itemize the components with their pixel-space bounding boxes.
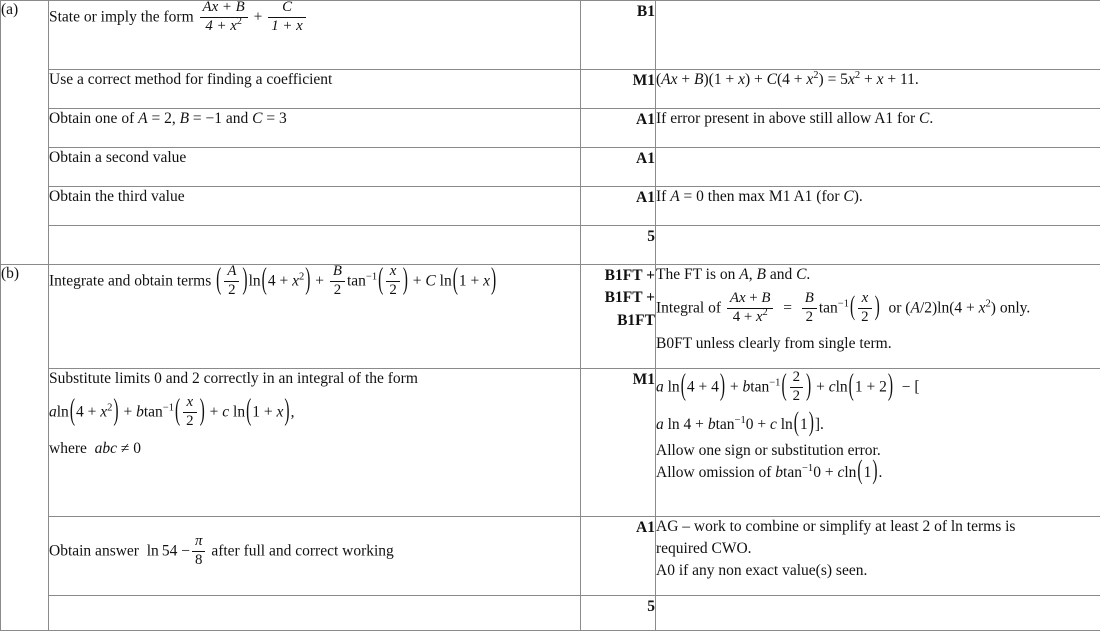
- table-row: [1, 369, 1100, 517]
- mark-b-total: 5: [647, 598, 655, 615]
- notes-cell-a5: [656, 187, 1100, 226]
- table-row: [1, 148, 1100, 187]
- notes-cell-a3: [656, 109, 1100, 148]
- mark-cell-a3: [581, 109, 656, 148]
- b1-notes-line2-prefix: Integral of: [656, 300, 721, 317]
- notes-a3: If error present in above still allow A1 for C.: [656, 110, 933, 127]
- table-row: [1, 109, 1100, 148]
- solution-cell-a5: [49, 187, 581, 226]
- b2-form-math: $aln(4 + x^2) + btan^{-1}$( $\frac{x}{2}$ ) + c ln(1 + x),: [49, 396, 580, 430]
- b2-notes-line4: Allow omission of btan$^{-1}$0 + cln(1).: [656, 463, 1100, 484]
- mark-cell-b3: [581, 517, 656, 596]
- a4-text: Obtain a second value: [49, 149, 186, 166]
- solution-cell-a1: [49, 1, 581, 70]
- mark-a4: A1: [636, 150, 655, 167]
- mark-a5: A1: [636, 189, 655, 206]
- b1-notes-line1: The FT is on A, B and C.: [656, 265, 1100, 286]
- notes-cell-a2: [656, 70, 1100, 109]
- mark-cell-b2: [581, 369, 656, 517]
- notes-cell-b-total: [656, 596, 1100, 631]
- part-label-a: [1, 1, 49, 265]
- solution-cell-b2: [49, 369, 581, 517]
- mark-cell-a2: [581, 70, 656, 109]
- solution-cell-a-total: [49, 226, 581, 265]
- table-row: [1, 265, 1100, 369]
- part-label-b-text: (b): [1, 265, 19, 282]
- mark-b1-stack: [581, 265, 655, 332]
- table-row: [1, 1, 1100, 70]
- mark-cell-a-total: [581, 226, 656, 265]
- b2-notes-line4-prefix: Allow omission of: [656, 464, 771, 481]
- mark-a2: M1: [633, 72, 655, 89]
- notes-a5: If A = 0 then max M1 A1 (for C).: [656, 188, 863, 205]
- solution-cell-b3: [49, 517, 581, 596]
- mark-b1-line3: B1FT: [581, 310, 655, 332]
- mark-b3: A1: [636, 519, 655, 536]
- notes-cell-a1: [656, 1, 1100, 70]
- b2-text-line1: Substitute limits 0 and 2 correctly in an integral of the form: [49, 369, 580, 390]
- table-row-total: [1, 226, 1100, 265]
- mark-cell-a1: [581, 1, 656, 70]
- mark-cell-a5: [581, 187, 656, 226]
- a3-text: Obtain one of A = 2, B = −1 and C = 3: [49, 110, 287, 127]
- fraction-Ax-B-over-4-plus-x2: [200, 0, 248, 34]
- notes-cell-b2: [656, 369, 1100, 517]
- a1-frac2-num: C: [282, 0, 292, 15]
- mark-b2: M1: [633, 371, 655, 388]
- mark-b1-line2: B1FT +: [581, 287, 655, 309]
- notes-cell-a4: [656, 148, 1100, 187]
- table-row: [1, 187, 1100, 226]
- b2-notes-sub-math-1: a ln(4 + 4) + btan$^{-1}$( $\frac{2}{2}$ ) + cln(1 + 2) − [: [656, 371, 1100, 405]
- table-row: [1, 517, 1100, 596]
- a1-text: State or imply the form: [49, 9, 194, 26]
- a1-plus: +: [254, 9, 263, 26]
- solution-cell-b-total: [49, 596, 581, 631]
- mark-a1: B1: [637, 3, 655, 20]
- b2-notes-line3: Allow one sign or substitution error.: [656, 441, 1100, 462]
- solution-cell-a2: [49, 70, 581, 109]
- b3-text-suffix: after full and correct working: [211, 543, 393, 560]
- a5-text: Obtain the third value: [49, 188, 185, 205]
- a2-text: Use a correct method for finding a coefficient: [49, 71, 332, 88]
- solution-cell-a3: [49, 109, 581, 148]
- a1-frac1-den-exp: 2: [237, 16, 242, 27]
- table-row-total: [1, 596, 1100, 631]
- b1-notes-line3: B0FT unless clearly from single term.: [656, 334, 1100, 355]
- mark-cell-b-total: [581, 596, 656, 631]
- table-row: [1, 70, 1100, 109]
- a1-frac1-num: Ax + B: [203, 0, 245, 15]
- notes-cell-b1: [656, 265, 1100, 369]
- fraction-pi-over-8: $\frac{\pi}{8}$: [192, 534, 205, 568]
- part-label-a-text: (a): [1, 1, 18, 18]
- notes-cell-a-total: [656, 226, 1100, 265]
- notes-cell-b3: [656, 517, 1100, 596]
- b3-text-prefix: Obtain answer: [49, 543, 139, 560]
- b3-notes-line1: AG – work to combine or simplify at least 2 of ln terms is: [656, 517, 1100, 538]
- mark-cell-a4: [581, 148, 656, 187]
- part-label-b: [1, 265, 49, 631]
- mark-a-total: 5: [647, 228, 655, 245]
- solution-cell-a4: [49, 148, 581, 187]
- b3-notes-line2: required CWO.: [656, 539, 1100, 560]
- a1-frac1-den: 4 + x: [205, 18, 237, 34]
- b1-text: Integrate and obtain terms: [49, 273, 211, 290]
- solution-cell-b1: [49, 265, 581, 369]
- mark-cell-b1: [581, 265, 656, 369]
- b2-notes-sub-math-2: a ln 4 + btan$^{-1}$0 + c ln(1)].: [656, 415, 1100, 436]
- mark-b1-line1: B1FT +: [581, 265, 655, 287]
- b2-text-line3: where abc ≠ 0: [49, 439, 580, 460]
- a2-identity-math: $(Ax + B)(1 + x) + C(4 + x^2) = 5x^2 + x + 11$.: [656, 70, 1100, 91]
- mark-a3: A1: [636, 111, 655, 128]
- fraction-C-over-1-plus-x: [268, 0, 306, 34]
- a1-frac2-den: 1 + x: [271, 18, 303, 34]
- b1-integrate-expression: Integrate and obtain terms ( $\frac{A}{2}$ )$\ln(4 + x^2)$ + $\frac{B}{2}$ $\tan^{-1}$( $\frac{x}{2}$ ) + C ln(1 + x): [49, 265, 580, 299]
- b3-answer-expression: Obtain answer ln 54 − $\frac{\pi}{8}$ after full and correct working: [49, 535, 580, 569]
- b3-notes-line3: A0 if any non exact value(s) seen.: [656, 561, 1100, 582]
- b1-notes-integral-math: Integral of $\frac{Ax + B}{4 + x^2}$ = $\frac{B}{2}$ $\tan^{-1}$( $\frac{x}{2}$ ) or $(A/2)\ln(4 + x^2)$ only.: [656, 292, 1100, 326]
